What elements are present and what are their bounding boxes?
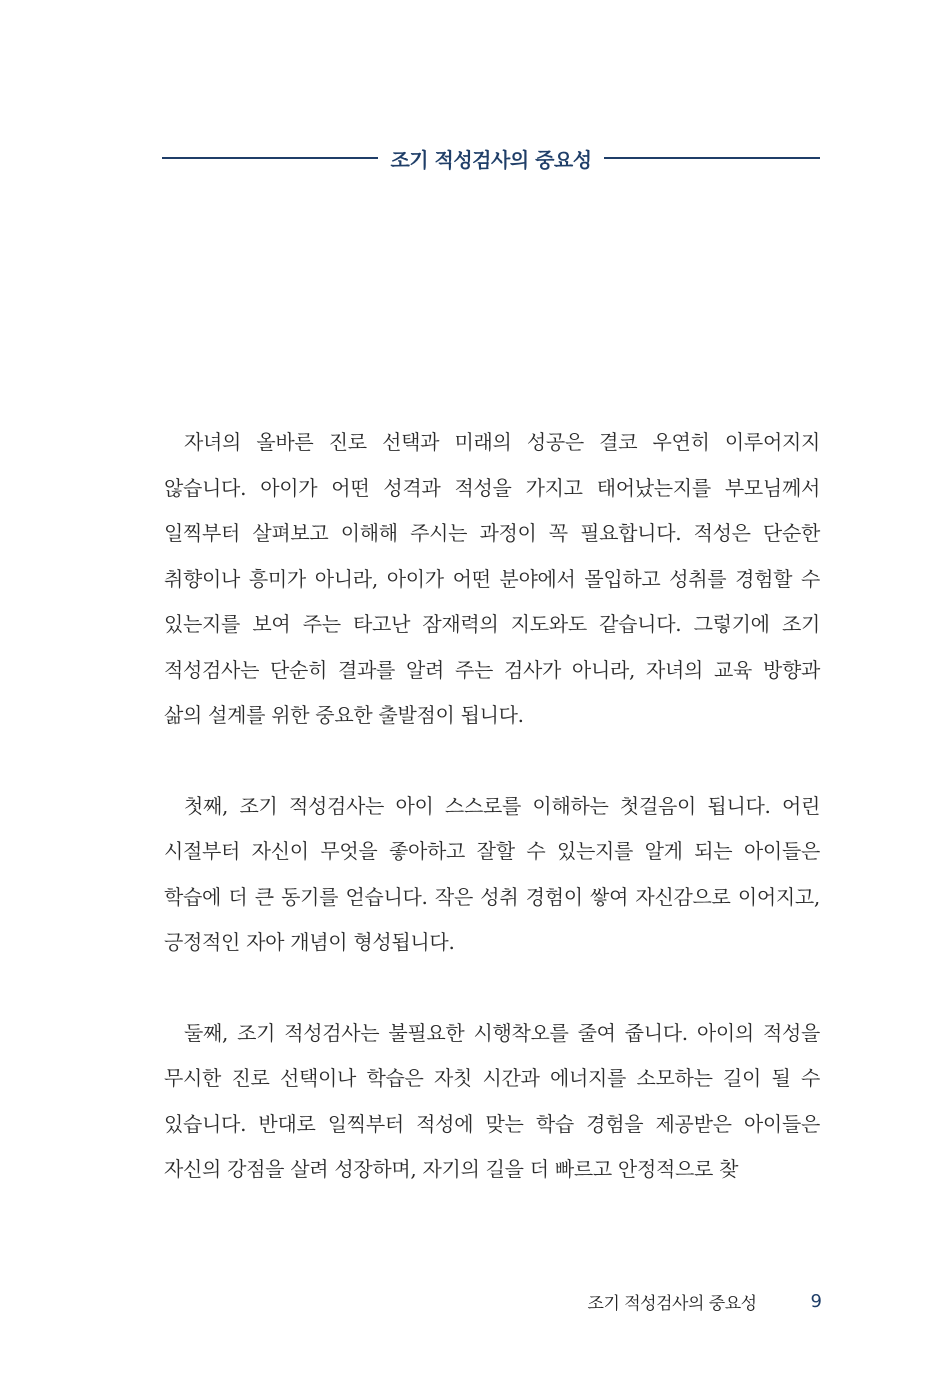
body-text xyxy=(164,420,820,1193)
page-footer xyxy=(540,1288,822,1314)
paragraph-second: 둘째, 조기 적성검사는 불필요한 시행착오를 줄여 줍니다. 아이의 적성을 무시한 진로 선택이나 학습은 자칫 시간과 에너지를 소모하는 길이 될 수 있습니다. 반대로 일찍부터 적성에 맞는 학습 경험을 제공받은 아이들은 자신의 강점을 살려 성장하며, 자기의 길을 더 빠르고 안정적으로 찾 xyxy=(164,1020,820,1181)
header-rule-right xyxy=(604,157,820,159)
footer-chapter-title: 조기 적성검사의 중요성 xyxy=(587,1293,757,1314)
header-rule-left xyxy=(162,157,378,159)
page-number: 9 xyxy=(810,1290,822,1312)
chapter-header xyxy=(162,142,820,174)
paragraph-first: 첫째, 조기 적성검사는 아이 스스로를 이해하는 첫걸음이 됩니다. 어린 시절부터 자신이 무엇을 좋아하고 잘할 수 있는지를 알게 되는 아이들은 학습에 더 큰 동기를 얻습니다. 작은 성취 경험이 쌓여 자신감으로 이어지고, 긍정적인 자아 개념이 형성됩니다. xyxy=(164,793,820,954)
chapter-title: 조기 적성검사의 중요성 xyxy=(390,147,592,172)
paragraph-intro: 자녀의 올바른 진로 선택과 미래의 성공은 결코 우연히 이루어지지 않습니다. 아이가 어떤 성격과 적성을 가지고 태어났는지를 부모님께서 일찍부터 살펴보고 이해해 주시는 과정이 꼭 필요합니다. 적성은 단순한 취향이나 흥미가 아니라, 아이가 어떤 분야에서 몰입하고 성취를 경험할 수 있는지를 보여 주는 타고난 잠재력의 지도와도 같습니다. 그렇기에 조기 적성검사는 단순히 결과를 알려 주는 검사가 아니라, 자녀의 교육 방향과 삶의 설계를 위한 중요한 출발점이 됩니다. xyxy=(164,430,820,727)
